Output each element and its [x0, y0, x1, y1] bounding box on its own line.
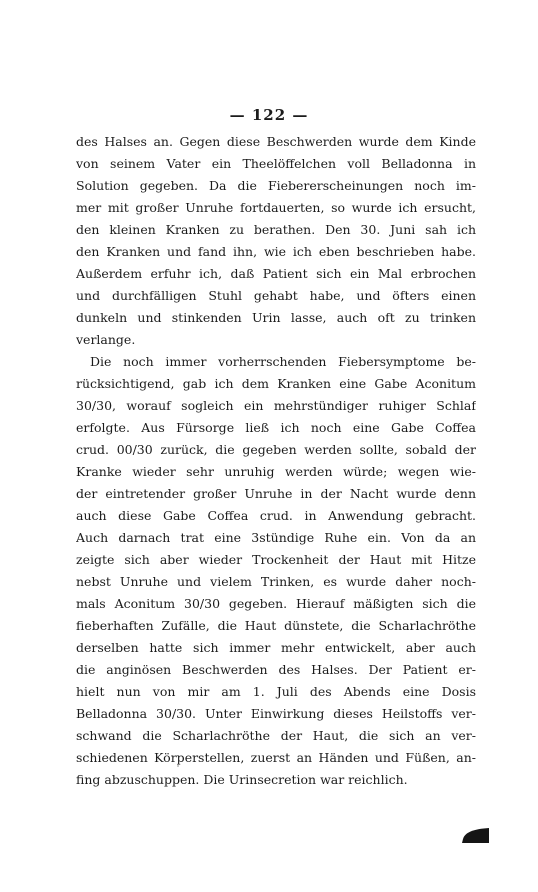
- text-line: des Halses an. Gegen diese Beschwerden wurde dem Kinde: [76, 134, 476, 149]
- text-line: rücksichtigend, gab ich dem Kranken eine Gabe Aconitum: [76, 376, 476, 391]
- text-line: derselben hatte sich immer mehr entwickelt, aber auch: [76, 640, 476, 655]
- text-line: den Kranken und fand ihn, wie ich eben beschrieben habe.: [76, 244, 476, 259]
- text-line: fieberhaften Zufälle, die Haut dünstete, die Scharlachröthe: [76, 618, 476, 633]
- text-line: schiedenen Körperstellen, zuerst an Händen und Füßen, an-: [76, 750, 476, 765]
- text-line: von seinem Vater ein Theelöffelchen voll Belladonna in: [76, 156, 476, 171]
- text-line: die anginösen Beschwerden des Halses. Der Patient er-: [76, 662, 476, 677]
- text-line: nebst Unruhe und vielem Trinken, es wurde daher noch-: [76, 574, 476, 589]
- page-number: — 122 —: [229, 106, 309, 124]
- text-line: auch diese Gabe Coffea crud. in Anwendung gebracht.: [76, 508, 476, 523]
- text-line: und durchfälligen Stuhl gehabt habe, und öfters einen: [76, 288, 476, 303]
- text-line: Auch darnach trat eine 3stündige Ruhe ein. Von da an: [76, 530, 476, 545]
- text-line: Kranke wieder sehr unruhig werden würde; wegen wie-: [76, 464, 476, 479]
- text-line: Außerdem erfuhr ich, daß Patient sich ein Mal erbrochen: [76, 266, 476, 281]
- text-line: den kleinen Kranken zu berathen. Den 30. Juni sah ich: [76, 222, 476, 237]
- ink-speck: [177, 765, 179, 767]
- text-line: erfolgte. Aus Fürsorge ließ ich noch eine Gabe Coffea: [76, 420, 476, 435]
- text-line: verlange.: [76, 332, 136, 347]
- text-line: schwand die Scharlachröthe der Haut, die sich an ver-: [76, 728, 476, 743]
- text-line: crud. 00/30 zurück, die gegeben werden sollte, sobald der: [76, 442, 476, 457]
- text-line: Belladonna 30/30. Unter Einwirkung dieses Heilstoffs ver-: [76, 706, 476, 721]
- text-line: hielt nun von mir am 1. Juli des Abends eine Dosis: [76, 684, 476, 699]
- text-line: der eintretender großer Unruhe in der Nacht wurde denn: [76, 486, 476, 501]
- text-line: zeigte sich aber wieder Trockenheit der Haut mit Hitze: [76, 552, 476, 567]
- text-line: mals Aconitum 30/30 gegeben. Hierauf mäßigten sich die: [76, 596, 476, 611]
- text-line: mer mit großer Unruhe fortdauerten, so wurde ich ersucht,: [76, 200, 476, 215]
- text-line: Solution gegeben. Da die Fiebererscheinungen noch im-: [76, 178, 476, 193]
- body-text: [76, 131, 476, 791]
- text-line: 30/30, worauf sogleich ein mehrstündiger ruhiger Schlaf: [76, 398, 476, 413]
- text-line: dunkeln und stinkenden Urin lasse, auch oft zu trinken: [76, 310, 476, 325]
- text-line: Die noch immer vorherrschenden Fiebersymptome be-: [90, 354, 476, 369]
- text-line: fing abzuschuppen. Die Urinsecretion war reichlich.: [76, 772, 408, 787]
